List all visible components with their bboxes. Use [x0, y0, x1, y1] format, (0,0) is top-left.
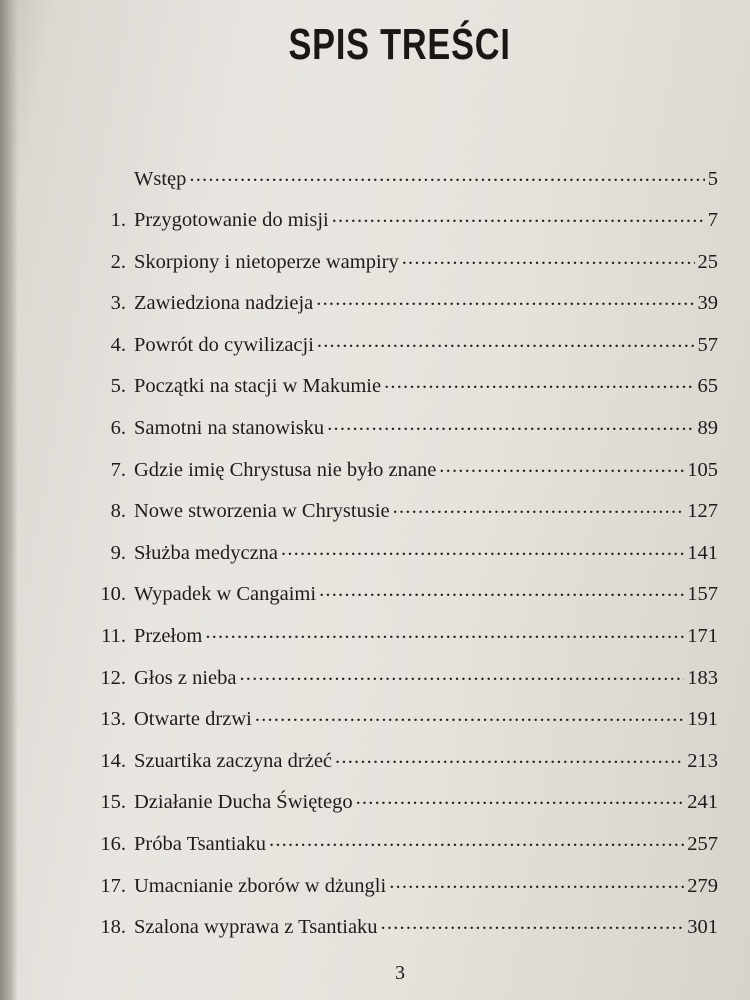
toc-entry-page: 191 — [687, 708, 718, 731]
toc-entry-number: 14. — [100, 749, 126, 772]
toc-entry-title: Otwarte drzwi — [134, 708, 252, 731]
toc-entry — [96, 330, 718, 372]
toc-leader-dots — [384, 372, 694, 393]
toc-leader-dots — [255, 705, 684, 726]
toc-entry — [96, 289, 718, 331]
toc-entry-title: Umacnianie zborów w dżungli — [134, 874, 387, 897]
toc-entry — [96, 164, 718, 206]
toc-leader-dots — [335, 746, 684, 767]
toc-leader-dots — [316, 289, 694, 310]
toc-entry — [96, 788, 718, 830]
toc-entry — [96, 580, 718, 622]
page-title: SPIS TREŚCI — [288, 20, 511, 69]
toc-leader-dots — [393, 497, 685, 518]
toc-entry-title: Gdzie imię Chrystusa nie było znane — [134, 458, 437, 481]
toc-entry-page: 141 — [687, 541, 718, 564]
toc-entry-page: 65 — [697, 375, 718, 398]
toc-entry-page: 301 — [687, 916, 718, 939]
toc-entry-number: 4. — [110, 333, 126, 356]
toc-entry-title: Wypadek w Cangaimi — [134, 583, 317, 606]
toc-entry-page: 89 — [697, 417, 718, 440]
toc-entry-page: 213 — [687, 749, 718, 772]
toc-entry-number: 2. — [110, 250, 126, 273]
toc-entry — [96, 538, 718, 580]
toc-leader-dots — [381, 913, 685, 934]
toc-entry-page: 57 — [697, 333, 718, 356]
toc-entry-page: 105 — [687, 458, 718, 481]
toc-entry-page: 257 — [687, 833, 718, 855]
toc-leader-dots — [205, 622, 684, 643]
toc-entry — [96, 372, 718, 414]
table-of-contents — [96, 164, 718, 954]
toc-entry-title: Początki na stacji w Makumie — [134, 375, 382, 398]
toc-entry-number: 13. — [100, 708, 126, 731]
toc-entry-title: Działanie Ducha Świętego — [134, 791, 353, 814]
toc-entry — [96, 622, 718, 664]
toc-leader-dots — [356, 788, 685, 809]
toc-entry-page: 25 — [697, 250, 718, 273]
toc-entry — [96, 705, 718, 747]
toc-entry-number: 6. — [110, 417, 126, 440]
toc-entry-number: 7. — [110, 458, 126, 481]
toc-entry — [96, 497, 718, 539]
toc-entry-title: Służba medyczna — [134, 541, 279, 564]
toc-leader-dots — [327, 414, 694, 435]
toc-entry-title: Wstęp — [134, 167, 187, 190]
toc-entry — [96, 746, 718, 788]
toc-entry-page: 241 — [687, 791, 718, 814]
toc-entry-number: 8. — [110, 500, 126, 523]
toc-leader-dots — [319, 580, 684, 601]
toc-entry-title: Skorpiony i nietoperze wampiry — [134, 250, 399, 273]
toc-entry-title: Głos z nieba — [134, 666, 237, 689]
toc-entry-title: Przełom — [134, 625, 203, 648]
toc-entry-page: 39 — [697, 292, 718, 315]
toc-entry-title: Szuartika zaczyna drżeć — [134, 749, 333, 772]
toc-entry — [96, 871, 718, 913]
toc-entry-number: 5. — [110, 375, 126, 398]
toc-leader-dots — [332, 206, 705, 227]
toc-entry-page: 157 — [687, 583, 718, 606]
page-edge-shadow — [0, 0, 18, 1000]
toc-entry — [96, 455, 718, 497]
toc-entry-page: 183 — [687, 666, 718, 689]
toc-leader-dots — [239, 663, 684, 684]
page-number: 3 — [395, 962, 405, 984]
toc-entry-title: Powrót do cywilizacji — [134, 333, 314, 356]
toc-entry-number: 11. — [101, 625, 126, 648]
toc-entry — [96, 830, 718, 872]
toc-entry-page: 5 — [707, 167, 718, 190]
toc-entry — [96, 414, 718, 456]
toc-leader-dots — [281, 538, 684, 559]
toc-entry-page: 127 — [687, 500, 718, 523]
toc-entry-title: Próba Tsantiaku — [134, 833, 266, 855]
toc-entry-page: 7 — [707, 209, 718, 232]
toc-entry-number: 16. — [100, 833, 126, 855]
toc-entry-title: Szalona wyprawa z Tsantiaku — [134, 916, 378, 939]
toc-entry-number: 10. — [100, 583, 126, 606]
toc-entry-title: Zawiedziona nadzieja — [134, 292, 314, 315]
toc-leader-dots — [402, 247, 695, 268]
toc-entry — [96, 913, 718, 955]
toc-entry-title: Przygotowanie do misji — [134, 209, 329, 232]
toc-entry-number: 12. — [100, 666, 126, 689]
toc-entry-title: Nowe stworzenia w Chrystusie — [134, 500, 390, 523]
toc-entry-page: 171 — [687, 625, 718, 648]
toc-entry-number: 1. — [110, 209, 126, 232]
toc-entry-page: 279 — [687, 874, 718, 897]
toc-entry — [96, 663, 718, 705]
toc-entry-number: 15. — [100, 791, 126, 814]
toc-leader-dots — [189, 164, 704, 185]
toc-leader-dots — [317, 330, 695, 351]
toc-entry — [96, 206, 718, 248]
toc-entry-title: Samotni na stanowisku — [134, 417, 325, 440]
toc-leader-dots — [389, 871, 684, 892]
toc-entry — [96, 247, 718, 289]
toc-entry-number: 9. — [110, 541, 126, 564]
toc-entry-number: 18. — [100, 916, 126, 939]
toc-entry-number: 17. — [100, 874, 126, 897]
toc-entry-number: 3. — [110, 292, 126, 315]
toc-leader-dots — [269, 830, 684, 851]
toc-leader-dots — [439, 455, 684, 476]
